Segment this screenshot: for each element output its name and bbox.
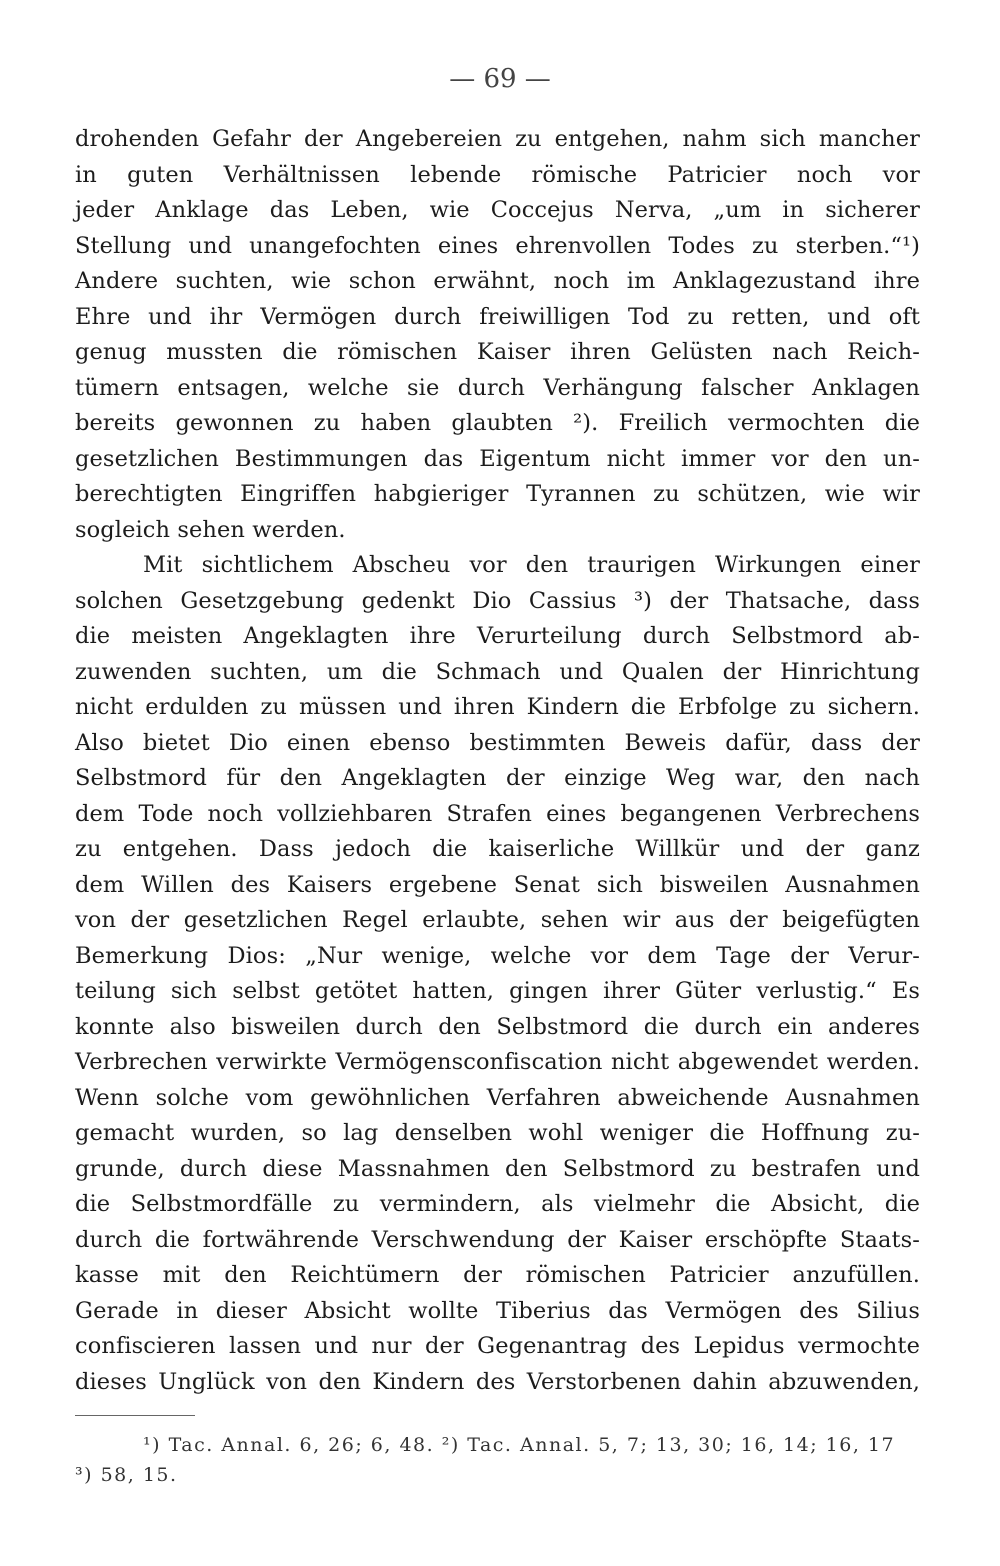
text-line: Andere suchten, wie schon erwähnt, noch im Anklagezustand ihre <box>75 268 920 294</box>
text-line: konnte also bisweilen durch den Selbstmord die durch ein anderes <box>75 1013 920 1040</box>
text-line: die meisten Angeklagten ihre Verurteilung durch Selbstmord ab- <box>75 623 920 649</box>
text-line: jeder Anklage das Leben, wie Coccejus Nerva, „um in sicherer <box>75 197 920 223</box>
text-line: zuwenden suchten, um die Schmach und Qualen der Hinrichtung <box>75 658 920 685</box>
footnotes <box>75 1430 920 1490</box>
text-line: teilung sich selbst getötet hatten, gingen ihrer Güter verlustig.“ Es <box>75 978 920 1004</box>
text-line: solchen Gesetzgebung gedenkt Dio Cassius ³) der Thatsache, dass <box>75 587 920 614</box>
text-line: berechtigten Eingriffen habgieriger Tyrannen zu schützen, wie wir <box>75 481 920 507</box>
text-line: in guten Verhältnissen lebende römische Patricier noch vor <box>75 161 920 188</box>
footnote-line: ¹) Tac. Annal. 6, 26; 6, 48. ²) Tac. Annal. 5, 7; 13, 30; 16, 14; 16, 17 <box>143 1434 896 1456</box>
text-line: zu entgehen. Dass jedoch die kaiserliche Willkür und der ganz <box>75 836 920 862</box>
text-line: dem Tode noch vollziehbaren Strafen eines begangenen Verbrechens <box>75 800 920 827</box>
body-text <box>75 122 920 1400</box>
text-line: gesetzlichen Bestimmungen das Eigentum nicht immer vor den un- <box>75 445 920 472</box>
text-line: tümern entsagen, welche sie durch Verhängung falscher Anklagen <box>75 374 920 401</box>
text-line: genug mussten die römischen Kaiser ihren Gelüsten nach Reich- <box>75 339 920 365</box>
text-line: drohenden Gefahr der Angebereien zu entgehen, nahm sich mancher <box>75 126 920 152</box>
text-line: Wenn solche vom gewöhnlichen Verfahren abweichende Ausnahmen <box>75 1084 920 1111</box>
text-line: dem Willen des Kaisers ergebene Senat sich bisweilen Ausnahmen <box>75 871 920 898</box>
text-line: durch die fortwährende Verschwendung der Kaiser erschöpfte Staats- <box>75 1226 920 1253</box>
text-line: grunde, durch diese Massnahmen den Selbstmord zu bestrafen und <box>75 1155 920 1182</box>
footnote-divider <box>75 1415 195 1416</box>
text-line: Mit sichtlichem Abscheu vor den traurigen Wirkungen einer <box>143 552 920 578</box>
text-line: confiscieren lassen und nur der Gegenantrag des Lepidus vermochte <box>75 1333 920 1359</box>
page-number: — 69 — <box>449 64 551 94</box>
text-line: gemacht wurden, so lag denselben wohl weniger die Hoffnung zu- <box>75 1120 920 1146</box>
text-line: Bemerkung Dios: „Nur wenige, welche vor dem Tage der Verur- <box>75 942 920 969</box>
text-line: bereits gewonnen zu haben glaubten ²). Freilich vermochten die <box>75 410 920 436</box>
text-line: nicht erdulden zu müssen und ihren Kindern die Erbfolge zu sichern. <box>75 694 920 720</box>
text-line: Stellung und unangefochten eines ehrenvollen Todes zu sterben.“¹) <box>75 232 920 259</box>
text-line: kasse mit den Reichtümern der römischen Patricier anzufüllen. <box>75 1262 920 1288</box>
text-line: Verbrechen verwirkte Vermögensconfiscation nicht abgewendet werden. <box>75 1049 920 1075</box>
text-line: von der gesetzlichen Regel erlaubte, sehen wir aus der beigefügten <box>75 907 920 933</box>
text-line: Ehre und ihr Vermögen durch freiwilligen Tod zu retten, und oft <box>75 303 920 330</box>
text-line: Selbstmord für den Angeklagten der einzige Weg war, den nach <box>75 765 920 791</box>
text-line: sogleich sehen werden. <box>75 516 346 543</box>
footnote-line: ³) 58, 15. <box>75 1464 178 1486</box>
text-line: dieses Unglück von den Kindern des Verstorbenen dahin abzuwenden, <box>75 1368 920 1395</box>
text-line: die Selbstmordfälle zu vermindern, als vielmehr die Absicht, die <box>75 1191 920 1217</box>
text-line: Also bietet Dio einen ebenso bestimmten Beweis dafür, dass der <box>75 729 920 756</box>
text-line: Gerade in dieser Absicht wollte Tiberius das Vermögen des Silius <box>75 1297 920 1324</box>
